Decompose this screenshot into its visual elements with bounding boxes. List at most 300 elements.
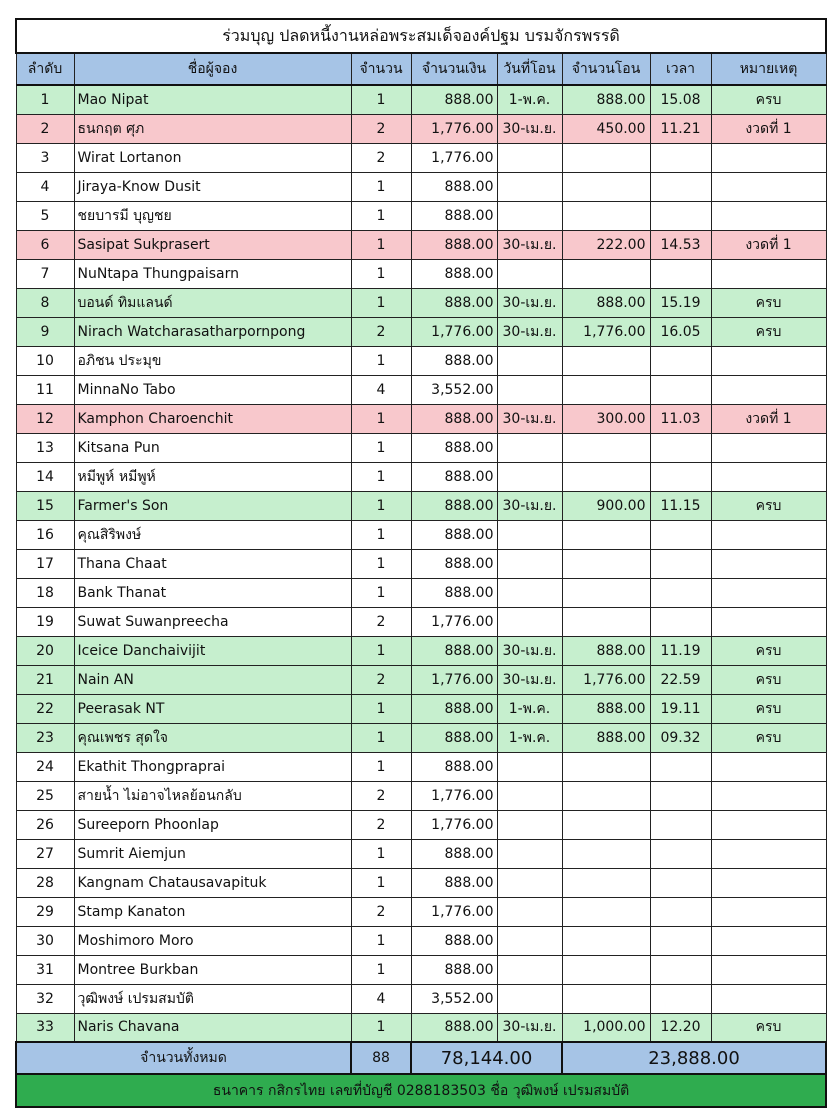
table-row	[16, 578, 826, 607]
cell-no: 23	[16, 723, 74, 752]
total-transfer: 23,888.00	[562, 1042, 826, 1074]
cell-note: ครบ	[711, 694, 826, 723]
cell-no: 9	[16, 317, 74, 346]
cell-qty: 1	[351, 723, 411, 752]
cell-transfer	[562, 984, 650, 1013]
cell-note: ครบ	[711, 317, 826, 346]
cell-date	[497, 433, 562, 462]
cell-no: 19	[16, 607, 74, 636]
header-qty: จำนวน	[351, 53, 411, 85]
cell-transfer: 222.00	[562, 230, 650, 259]
cell-time	[650, 259, 711, 288]
cell-date	[497, 375, 562, 404]
cell-qty: 1	[351, 433, 411, 462]
cell-time	[650, 810, 711, 839]
cell-transfer: 888.00	[562, 723, 650, 752]
cell-no: 20	[16, 636, 74, 665]
cell-note: งวดที่ 1	[711, 230, 826, 259]
table-row	[16, 346, 826, 375]
cell-note: ครบ	[711, 1013, 826, 1042]
cell-time	[650, 984, 711, 1013]
cell-note	[711, 897, 826, 926]
cell-qty: 1	[351, 346, 411, 375]
cell-no: 32	[16, 984, 74, 1013]
cell-qty: 1	[351, 868, 411, 897]
cell-name: Kitsana Pun	[74, 433, 351, 462]
table-row	[16, 317, 826, 346]
cell-time	[650, 955, 711, 984]
cell-qty: 1	[351, 694, 411, 723]
table-row	[16, 810, 826, 839]
cell-amount: 888.00	[411, 201, 497, 230]
cell-date	[497, 607, 562, 636]
cell-qty: 2	[351, 317, 411, 346]
cell-qty: 1	[351, 578, 411, 607]
cell-name: Sumrit Aiemjun	[74, 839, 351, 868]
header-time: เวลา	[650, 53, 711, 85]
cell-time	[650, 607, 711, 636]
cell-no: 25	[16, 781, 74, 810]
cell-amount: 3,552.00	[411, 375, 497, 404]
cell-no: 30	[16, 926, 74, 955]
cell-transfer	[562, 578, 650, 607]
cell-qty: 1	[351, 839, 411, 868]
cell-amount: 888.00	[411, 694, 497, 723]
cell-amount: 888.00	[411, 752, 497, 781]
cell-date	[497, 201, 562, 230]
cell-no: 6	[16, 230, 74, 259]
cell-qty: 2	[351, 665, 411, 694]
cell-transfer	[562, 549, 650, 578]
total-label: จำนวนทั้งหมด	[16, 1042, 351, 1074]
cell-amount: 1,776.00	[411, 607, 497, 636]
cell-no: 4	[16, 172, 74, 201]
cell-time: 15.08	[650, 85, 711, 114]
cell-amount: 888.00	[411, 520, 497, 549]
cell-no: 2	[16, 114, 74, 143]
cell-qty: 1	[351, 288, 411, 317]
cell-transfer	[562, 607, 650, 636]
table-row	[16, 636, 826, 665]
cell-no: 14	[16, 462, 74, 491]
header-note: หมายเหตุ	[711, 53, 826, 85]
cell-no: 17	[16, 549, 74, 578]
table-row	[16, 781, 826, 810]
table-row	[16, 201, 826, 230]
cell-amount: 888.00	[411, 404, 497, 433]
cell-name: Jiraya-Know Dusit	[74, 172, 351, 201]
cell-transfer: 1,000.00	[562, 1013, 650, 1042]
cell-note	[711, 868, 826, 897]
donation-sheet	[15, 18, 825, 1108]
cell-amount: 888.00	[411, 868, 497, 897]
cell-name: Naris Chavana	[74, 1013, 351, 1042]
cell-transfer	[562, 433, 650, 462]
cell-note: งวดที่ 1	[711, 114, 826, 143]
cell-name: Wirat Lortanon	[74, 143, 351, 172]
cell-name: วุฒิพงษ์ เปรมสมบัติ	[74, 984, 351, 1013]
header-date: วันที่โอน	[497, 53, 562, 85]
table-row	[16, 549, 826, 578]
cell-amount: 1,776.00	[411, 143, 497, 172]
cell-qty: 1	[351, 520, 411, 549]
cell-time: 22.59	[650, 665, 711, 694]
cell-date: 30-เม.ย.	[497, 636, 562, 665]
cell-amount: 888.00	[411, 1013, 497, 1042]
table-row	[16, 752, 826, 781]
cell-name: Sureeporn Phoonlap	[74, 810, 351, 839]
cell-qty: 1	[351, 462, 411, 491]
cell-time	[650, 346, 711, 375]
cell-time: 09.32	[650, 723, 711, 752]
cell-note	[711, 607, 826, 636]
cell-amount: 888.00	[411, 926, 497, 955]
cell-time	[650, 868, 711, 897]
total-row	[16, 1042, 826, 1074]
cell-note	[711, 984, 826, 1013]
cell-name: Mao Nipat	[74, 85, 351, 114]
cell-note	[711, 578, 826, 607]
cell-name: บอนด์ ทิมแลนด์	[74, 288, 351, 317]
cell-date: 30-เม.ย.	[497, 230, 562, 259]
cell-time	[650, 143, 711, 172]
cell-date: 30-เม.ย.	[497, 491, 562, 520]
cell-time	[650, 375, 711, 404]
cell-no: 12	[16, 404, 74, 433]
cell-note	[711, 201, 826, 230]
cell-no: 31	[16, 955, 74, 984]
cell-qty: 1	[351, 259, 411, 288]
cell-date	[497, 520, 562, 549]
cell-note	[711, 955, 826, 984]
cell-date: 30-เม.ย.	[497, 665, 562, 694]
cell-transfer	[562, 143, 650, 172]
table-row	[16, 897, 826, 926]
cell-amount: 888.00	[411, 578, 497, 607]
cell-time: 11.15	[650, 491, 711, 520]
cell-transfer: 450.00	[562, 114, 650, 143]
table-row	[16, 259, 826, 288]
cell-time: 19.11	[650, 694, 711, 723]
header-no: ลำดับ	[16, 53, 74, 85]
table-row	[16, 723, 826, 752]
cell-no: 1	[16, 85, 74, 114]
cell-qty: 1	[351, 1013, 411, 1042]
cell-amount: 1,776.00	[411, 665, 497, 694]
cell-name: Bank Thanat	[74, 578, 351, 607]
cell-date: 30-เม.ย.	[497, 1013, 562, 1042]
cell-transfer	[562, 839, 650, 868]
cell-time	[650, 201, 711, 230]
cell-no: 10	[16, 346, 74, 375]
cell-transfer	[562, 462, 650, 491]
cell-transfer: 1,776.00	[562, 317, 650, 346]
cell-transfer	[562, 752, 650, 781]
cell-transfer	[562, 868, 650, 897]
table-row	[16, 868, 826, 897]
cell-qty: 4	[351, 375, 411, 404]
cell-date	[497, 143, 562, 172]
cell-note	[711, 520, 826, 549]
total-amount: 78,144.00	[411, 1042, 562, 1074]
table-row	[16, 114, 826, 143]
cell-date: 1-พ.ค.	[497, 694, 562, 723]
cell-qty: 2	[351, 114, 411, 143]
cell-date: 1-พ.ค.	[497, 85, 562, 114]
table-row	[16, 607, 826, 636]
cell-transfer: 888.00	[562, 636, 650, 665]
cell-no: 27	[16, 839, 74, 868]
cell-amount: 1,776.00	[411, 810, 497, 839]
cell-amount: 888.00	[411, 549, 497, 578]
cell-time	[650, 897, 711, 926]
cell-qty: 2	[351, 607, 411, 636]
table-body	[16, 85, 826, 1042]
cell-name: Ekathit Thongpraprai	[74, 752, 351, 781]
cell-qty: 1	[351, 201, 411, 230]
cell-transfer	[562, 520, 650, 549]
cell-transfer	[562, 375, 650, 404]
cell-date	[497, 172, 562, 201]
cell-no: 15	[16, 491, 74, 520]
cell-transfer: 900.00	[562, 491, 650, 520]
cell-no: 16	[16, 520, 74, 549]
cell-no: 8	[16, 288, 74, 317]
cell-name: ชยบารมี บุญชย	[74, 201, 351, 230]
cell-note: ครบ	[711, 636, 826, 665]
cell-transfer: 888.00	[562, 85, 650, 114]
cell-time	[650, 549, 711, 578]
cell-transfer	[562, 810, 650, 839]
cell-qty: 1	[351, 85, 411, 114]
cell-note	[711, 172, 826, 201]
cell-transfer: 888.00	[562, 288, 650, 317]
cell-time: 11.21	[650, 114, 711, 143]
cell-transfer	[562, 926, 650, 955]
cell-date	[497, 752, 562, 781]
cell-date	[497, 578, 562, 607]
cell-time: 16.05	[650, 317, 711, 346]
cell-date	[497, 984, 562, 1013]
cell-note	[711, 346, 826, 375]
header-transfer: จำนวนโอน	[562, 53, 650, 85]
cell-no: 21	[16, 665, 74, 694]
bank-account-line: ธนาคาร กสิกรไทย เลขที่บัญชี 0288183503 ชื่อ วุฒิพงษ์ เปรมสมบัติ	[16, 1074, 826, 1107]
cell-note	[711, 839, 826, 868]
cell-time	[650, 520, 711, 549]
sheet-title: ร่วมบุญ ปลดหนี้งานหล่อพระสมเด็จองค์ปฐม บรมจักรพรรดิ	[16, 19, 826, 53]
cell-name: คุณสิริพงษ์	[74, 520, 351, 549]
cell-qty: 1	[351, 752, 411, 781]
cell-date: 1-พ.ค.	[497, 723, 562, 752]
cell-amount: 888.00	[411, 636, 497, 665]
table-row	[16, 1013, 826, 1042]
cell-amount: 1,776.00	[411, 897, 497, 926]
table-row	[16, 839, 826, 868]
cell-amount: 888.00	[411, 839, 497, 868]
cell-transfer	[562, 172, 650, 201]
cell-date: 30-เม.ย.	[497, 114, 562, 143]
cell-amount: 888.00	[411, 723, 497, 752]
cell-qty: 1	[351, 404, 411, 433]
cell-date	[497, 549, 562, 578]
cell-name: ธนกฤต ศุภ	[74, 114, 351, 143]
cell-date	[497, 926, 562, 955]
cell-note	[711, 926, 826, 955]
cell-time: 15.19	[650, 288, 711, 317]
table-row	[16, 404, 826, 433]
cell-qty: 1	[351, 549, 411, 578]
cell-transfer	[562, 259, 650, 288]
cell-amount: 888.00	[411, 259, 497, 288]
cell-qty: 1	[351, 636, 411, 665]
cell-note	[711, 259, 826, 288]
cell-amount: 888.00	[411, 346, 497, 375]
cell-note	[711, 781, 826, 810]
cell-qty: 2	[351, 810, 411, 839]
cell-date: 30-เม.ย.	[497, 317, 562, 346]
cell-time	[650, 172, 711, 201]
table-row	[16, 665, 826, 694]
cell-no: 33	[16, 1013, 74, 1042]
cell-note: ครบ	[711, 288, 826, 317]
cell-note	[711, 433, 826, 462]
cell-qty: 1	[351, 926, 411, 955]
cell-date	[497, 955, 562, 984]
table-row	[16, 230, 826, 259]
cell-amount: 888.00	[411, 955, 497, 984]
cell-date: 30-เม.ย.	[497, 288, 562, 317]
cell-no: 24	[16, 752, 74, 781]
cell-name: Montree Burkban	[74, 955, 351, 984]
cell-note	[711, 375, 826, 404]
cell-qty: 1	[351, 491, 411, 520]
cell-date	[497, 781, 562, 810]
cell-date	[497, 346, 562, 375]
cell-name: Nirach Watcharasatharpornpong	[74, 317, 351, 346]
table-row	[16, 955, 826, 984]
cell-time	[650, 839, 711, 868]
cell-name: สายน้ำ ไม่อาจไหลย้อนกลับ	[74, 781, 351, 810]
cell-qty: 2	[351, 897, 411, 926]
cell-date	[497, 810, 562, 839]
bank-row	[16, 1074, 826, 1107]
cell-time	[650, 752, 711, 781]
cell-note: ครบ	[711, 723, 826, 752]
cell-date	[497, 839, 562, 868]
cell-transfer	[562, 955, 650, 984]
cell-amount: 888.00	[411, 172, 497, 201]
cell-no: 29	[16, 897, 74, 926]
cell-name: Iceice Danchaivijit	[74, 636, 351, 665]
cell-note	[711, 143, 826, 172]
donation-table	[15, 18, 827, 1108]
cell-amount: 888.00	[411, 491, 497, 520]
table-row	[16, 375, 826, 404]
cell-note	[711, 752, 826, 781]
cell-no: 26	[16, 810, 74, 839]
cell-amount: 888.00	[411, 433, 497, 462]
cell-transfer	[562, 781, 650, 810]
cell-name: หมีพูห์ หมีพูห์	[74, 462, 351, 491]
cell-date	[497, 259, 562, 288]
cell-name: Farmer's Son	[74, 491, 351, 520]
cell-transfer	[562, 346, 650, 375]
cell-time	[650, 578, 711, 607]
table-row	[16, 433, 826, 462]
cell-name: Peerasak NT	[74, 694, 351, 723]
cell-no: 11	[16, 375, 74, 404]
cell-name: Stamp Kanaton	[74, 897, 351, 926]
cell-name: MinnaNo Tabo	[74, 375, 351, 404]
cell-amount: 1,776.00	[411, 114, 497, 143]
cell-no: 5	[16, 201, 74, 230]
cell-no: 28	[16, 868, 74, 897]
total-qty: 88	[351, 1042, 411, 1074]
cell-name: Suwat Suwanpreecha	[74, 607, 351, 636]
cell-name: Thana Chaat	[74, 549, 351, 578]
cell-qty: 1	[351, 230, 411, 259]
cell-qty: 4	[351, 984, 411, 1013]
table-row	[16, 143, 826, 172]
cell-amount: 888.00	[411, 230, 497, 259]
cell-amount: 888.00	[411, 462, 497, 491]
table-row	[16, 172, 826, 201]
cell-name: NuNtapa Thungpaisarn	[74, 259, 351, 288]
cell-time	[650, 926, 711, 955]
cell-no: 22	[16, 694, 74, 723]
cell-note	[711, 810, 826, 839]
cell-time: 14.53	[650, 230, 711, 259]
cell-no: 18	[16, 578, 74, 607]
cell-no: 13	[16, 433, 74, 462]
table-row	[16, 520, 826, 549]
cell-date	[497, 868, 562, 897]
table-row	[16, 85, 826, 114]
cell-amount: 888.00	[411, 85, 497, 114]
cell-time: 11.03	[650, 404, 711, 433]
cell-name: Moshimoro Moro	[74, 926, 351, 955]
cell-transfer: 300.00	[562, 404, 650, 433]
cell-name: Kamphon Charoenchit	[74, 404, 351, 433]
cell-no: 7	[16, 259, 74, 288]
cell-transfer: 888.00	[562, 694, 650, 723]
cell-amount: 1,776.00	[411, 781, 497, 810]
cell-date	[497, 462, 562, 491]
cell-amount: 3,552.00	[411, 984, 497, 1013]
cell-qty: 2	[351, 143, 411, 172]
cell-name: Kangnam Chatausavapituk	[74, 868, 351, 897]
cell-transfer	[562, 897, 650, 926]
cell-qty: 1	[351, 955, 411, 984]
table-row	[16, 926, 826, 955]
cell-no: 3	[16, 143, 74, 172]
table-row	[16, 694, 826, 723]
cell-transfer: 1,776.00	[562, 665, 650, 694]
cell-time	[650, 433, 711, 462]
cell-note: งวดที่ 1	[711, 404, 826, 433]
cell-note: ครบ	[711, 491, 826, 520]
table-row	[16, 984, 826, 1013]
table-row	[16, 462, 826, 491]
cell-transfer	[562, 201, 650, 230]
table-row	[16, 288, 826, 317]
cell-qty: 1	[351, 172, 411, 201]
cell-time: 11.19	[650, 636, 711, 665]
cell-date: 30-เม.ย.	[497, 404, 562, 433]
cell-note	[711, 549, 826, 578]
cell-name: Nain AN	[74, 665, 351, 694]
